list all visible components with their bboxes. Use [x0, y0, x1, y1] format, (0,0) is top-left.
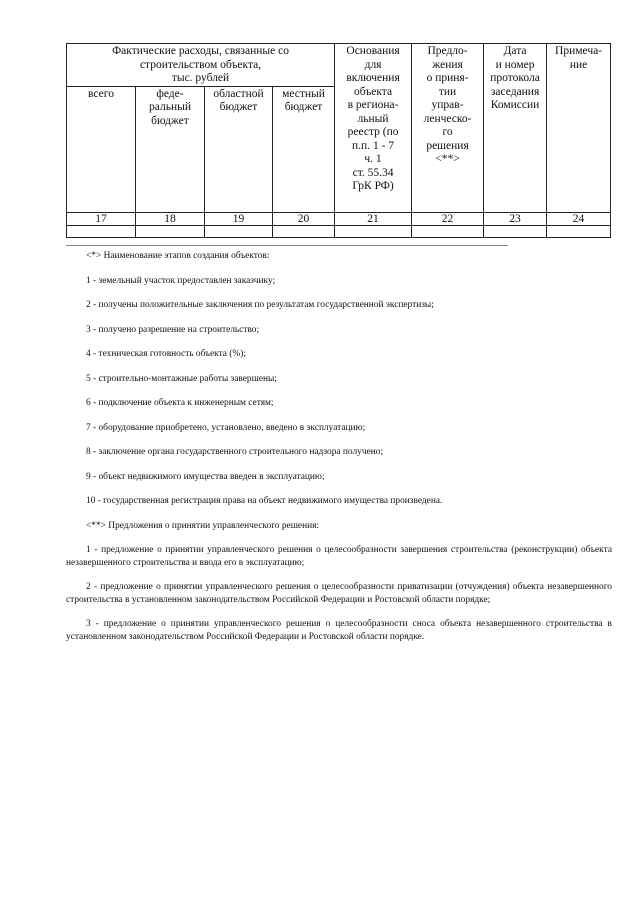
- header-federal-budget: феде- ральный бюджет: [136, 86, 205, 212]
- table-row: [67, 225, 611, 237]
- table-cell: [484, 225, 547, 237]
- header-total: всего: [67, 86, 136, 212]
- column-number: 17: [67, 212, 136, 225]
- column-number: 19: [205, 212, 273, 225]
- header-local-budget: местный бюджет: [273, 86, 335, 212]
- stage-item: 3 - получено разрешение на строительство;: [86, 324, 260, 335]
- stage-item: 1 - земельный участок предоставлен заказчику;: [86, 275, 276, 286]
- proposal-item: 2 - предложение о принятии управленческого решения о целесообразности приватизации (отчуждения) объекта незавершенного строительства в установленном законодательством Российской Федерации и Ростовской области порядке;: [66, 582, 612, 605]
- stage-item: 5 - строительно-монтажные работы завершены;: [86, 373, 277, 384]
- column-number: 21: [335, 212, 412, 225]
- stage-item: 2 - получены положительные заключения по результатам государственной экспертизы;: [86, 300, 434, 310]
- header-actual-costs: Фактические расходы, связанные со строительством объекта, тыс. рублей: [67, 44, 335, 87]
- table-cell: [136, 225, 205, 237]
- stage-item: 6 - подключение объекта к инженерным сетям;: [86, 398, 274, 408]
- stage-item: 10 - государственная регистрация права на объект недвижимого имущества произведена.: [86, 496, 443, 506]
- header-date-number: Дата и номер протокола заседания Комиссии: [484, 44, 547, 213]
- column-number: 20: [273, 212, 335, 225]
- column-number: 22: [412, 212, 484, 225]
- table-cell: [335, 225, 412, 237]
- table-cell: [67, 225, 136, 237]
- table-cell: [273, 225, 335, 237]
- column-number: 18: [136, 212, 205, 225]
- header-regional-budget: областной бюджет: [205, 86, 273, 212]
- table-header-row: [67, 44, 611, 87]
- table-cell: [205, 225, 273, 237]
- stage-item: 7 - оборудование приобретено, установлено, введено в эксплуатацию;: [86, 422, 366, 433]
- footnote-divider: [66, 245, 508, 246]
- stage-item: 4 - техническая готовность объекта (%);: [86, 349, 246, 359]
- column-number-row: [67, 212, 611, 225]
- header-note: Примеча- ние: [547, 44, 611, 213]
- table-cell: [412, 225, 484, 237]
- stage-item: 9 - объект недвижимого имущества введен в эксплуатацию;: [86, 471, 325, 482]
- header-basis: Основания для включения объекта в региона- льный реестр (по п.п. 1 - 7 ч. 1 ст. 55.34 ГрК РФ): [335, 44, 412, 213]
- proposal-item: 1 - предложение о принятии управленческого решения о целесообразности завершения строительства (реконструкции) объекта незавершенного строительства и ввода его в эксплуатацию;: [66, 545, 612, 568]
- registry-table: [66, 43, 611, 238]
- header-proposal: Предло- жения о приня- тии управ- ленческо- го решения <**>: [412, 44, 484, 213]
- stage-item: 8 - заключение органа государственного строительного надзора получено;: [86, 447, 384, 457]
- proposals-title: <**> Предложения о принятии управленческого решения:: [86, 520, 320, 531]
- table-cell: [547, 225, 611, 237]
- stages-title: <*> Наименование этапов создания объектов:: [86, 251, 270, 261]
- column-number: 24: [547, 212, 611, 225]
- proposal-item: 3 - предложение о принятии управленческого решения о целесообразности сноса объекта незавершенного строительства в установленном законодательством Российской Федерации и Ростовской области порядке.: [66, 619, 612, 642]
- column-number: 23: [484, 212, 547, 225]
- footnotes: [66, 250, 612, 655]
